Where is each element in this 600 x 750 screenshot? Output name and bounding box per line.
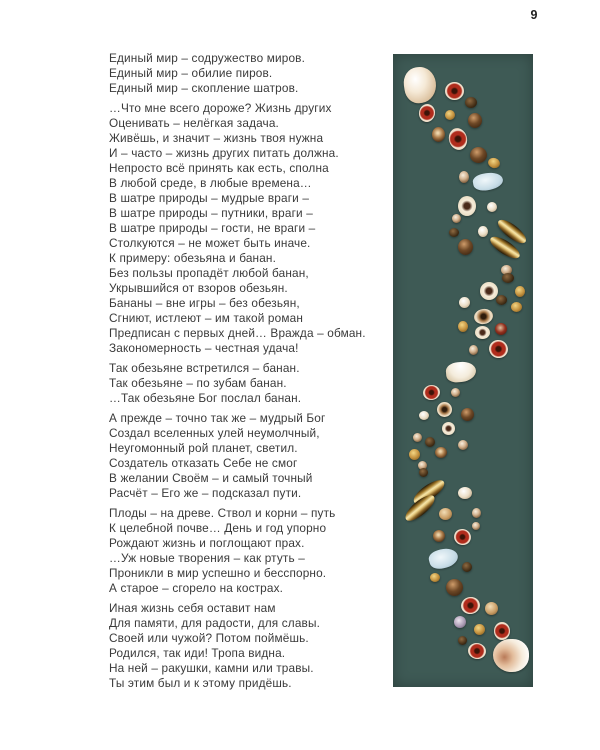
page-number: 9 [530, 8, 538, 22]
shell-image [496, 295, 507, 305]
poem-line: В любой среде, в любые времена… [109, 176, 312, 190]
poem-line: А старое – сгорело на кострах. [109, 581, 284, 595]
poem-line: …Что мне всего дороже? Жизнь других [109, 101, 332, 115]
shell-image [437, 402, 452, 417]
shell-image [446, 579, 463, 596]
poem-line: Столкуются – не может быть иначе. [109, 236, 311, 250]
poem-stanza [109, 411, 366, 501]
poem-line: Родился, так иди! Тропа видна. [109, 646, 286, 660]
poem-line: Непросто всё принять как есть, сполна [109, 161, 329, 175]
shell-image [421, 383, 440, 401]
poem-line: В шатре природы – путники, враги – [109, 206, 313, 220]
shell-image [467, 642, 488, 661]
poem-line: Единый мир – скопление шатров. [109, 81, 299, 95]
poem-line: Оценивать – нелёгкая задача. [109, 116, 279, 130]
poem-line: Так обезьяне встретился – банан. [109, 361, 300, 375]
shell-image [495, 323, 507, 335]
shell-image [458, 487, 472, 499]
poem-line: Без пользы пропадёт любой банан, [109, 266, 309, 280]
shell-image [458, 440, 468, 450]
poem-line: Создал вселенных улей неумолчный, [109, 426, 320, 440]
shell-image [469, 345, 478, 355]
shell-image [458, 239, 473, 255]
poem-line: Своей или чужой? Потом поймёшь. [109, 631, 309, 645]
poem-line: …Так обезьяне Бог послал банан. [109, 391, 302, 405]
poem-line: В шатре природы – гости, не враги – [109, 221, 316, 235]
shell-image [418, 103, 437, 124]
shell-image [430, 573, 440, 582]
shell-image [480, 282, 498, 300]
shell-image [442, 422, 455, 435]
poem-line: Единый мир – содружество миров. [109, 51, 305, 65]
poem-line: Укрывшийся от взоров обезьян. [109, 281, 288, 295]
shell-image [439, 508, 452, 520]
shell-image [445, 361, 477, 384]
shell-image [454, 616, 466, 628]
shell-image [413, 433, 422, 442]
shell-image [478, 226, 488, 237]
shell-image [433, 530, 445, 542]
poem-line: Создатель отказать Себе не смог [109, 456, 298, 470]
shell-image [445, 82, 464, 100]
shell-image [461, 408, 474, 421]
shell-image [451, 388, 460, 397]
poem-line: А прежде – точно так же – мудрый Бог [109, 411, 326, 425]
shell-image [465, 97, 477, 108]
shell-image [425, 437, 435, 447]
poem-line: Живёшь, и значит – жизнь твоя нужна [109, 131, 324, 145]
shell-image [409, 449, 420, 460]
shell-image [458, 196, 476, 216]
shell-image [452, 214, 461, 223]
poem-line: Проникли в мир успешно и бесспорно. [109, 566, 327, 580]
poem-line: Так обезьяне – по зубам банан. [109, 376, 287, 390]
poem-line: К примеру: обезьяна и банан. [109, 251, 277, 265]
poem-line: Рождают жизнь и поглощают прах. [109, 536, 305, 550]
shell-image [451, 527, 472, 548]
poem-line: Иная жизнь себя оставит нам [109, 601, 276, 615]
poem-line: …Уж новые творения – как ртуть – [109, 551, 305, 565]
shell-image [486, 338, 509, 360]
shell-image [449, 228, 459, 237]
shell-image [468, 113, 482, 128]
shell-image [494, 622, 510, 640]
shell-image [502, 273, 514, 283]
shell-image [474, 624, 485, 635]
shell-image [487, 202, 497, 212]
shell-image [432, 127, 445, 142]
shell-image [472, 522, 480, 530]
poem-stanza [109, 601, 366, 691]
poem-line: Сгниют, истлеют – им такой роман [109, 311, 303, 325]
poem-stanza [109, 506, 366, 596]
shell-image [459, 297, 470, 308]
shell-image [515, 286, 525, 297]
shell-image [462, 562, 472, 572]
poem-line: И – часто – жизнь других питать должна. [109, 146, 339, 160]
poem-line: На ней – ракушки, камни или травы. [109, 661, 314, 675]
poem-stanza [109, 361, 366, 406]
poem-stanza [109, 101, 366, 356]
shell-image [459, 171, 469, 183]
shell-image [402, 65, 439, 105]
shell-image [487, 156, 502, 170]
poem-line: Ты этим был и к этому придёшь. [109, 676, 292, 690]
shell-image [458, 636, 467, 645]
poem-text [109, 51, 366, 696]
shell-image [427, 545, 460, 571]
poem-line: Расчёт – Его же – подсказал пути. [109, 486, 302, 500]
poem-line: Закономерность – честная удача! [109, 341, 299, 355]
poem-line: Бананы – вне игры – без обезьян, [109, 296, 300, 310]
poem-line: Предписан с первых дней… Вражда – обман. [109, 326, 366, 340]
shell-image [511, 302, 522, 312]
poem-line: Для памяти, для радости, для славы. [109, 616, 321, 630]
shell-image [419, 468, 428, 477]
poem-line: В желании Своём – и самый точный [109, 471, 313, 485]
shell-image [472, 508, 481, 518]
shell-image [459, 595, 481, 615]
shell-image [435, 447, 447, 458]
poem-stanza [109, 51, 366, 96]
shell-image [472, 307, 493, 325]
poem-line: Неугомонный рой планет, светил. [109, 441, 298, 455]
shell-image [470, 147, 487, 163]
shell-image [475, 326, 490, 339]
poem-line: К целебной почве… День и год упорно [109, 521, 327, 535]
seashell-strip-photo [393, 54, 533, 687]
shell-image [485, 602, 498, 615]
poem-line: В шатре природы – мудрые враги – [109, 191, 310, 205]
shell-image [472, 170, 504, 192]
shell-image [446, 126, 469, 152]
shell-image [458, 321, 468, 332]
shell-image [493, 639, 529, 672]
shell-image [419, 411, 429, 420]
shell-image [445, 110, 455, 120]
poem-line: Единый мир – обилие пиров. [109, 66, 273, 80]
poem-line: Плоды – на древе. Ствол и корни – путь [109, 506, 336, 520]
